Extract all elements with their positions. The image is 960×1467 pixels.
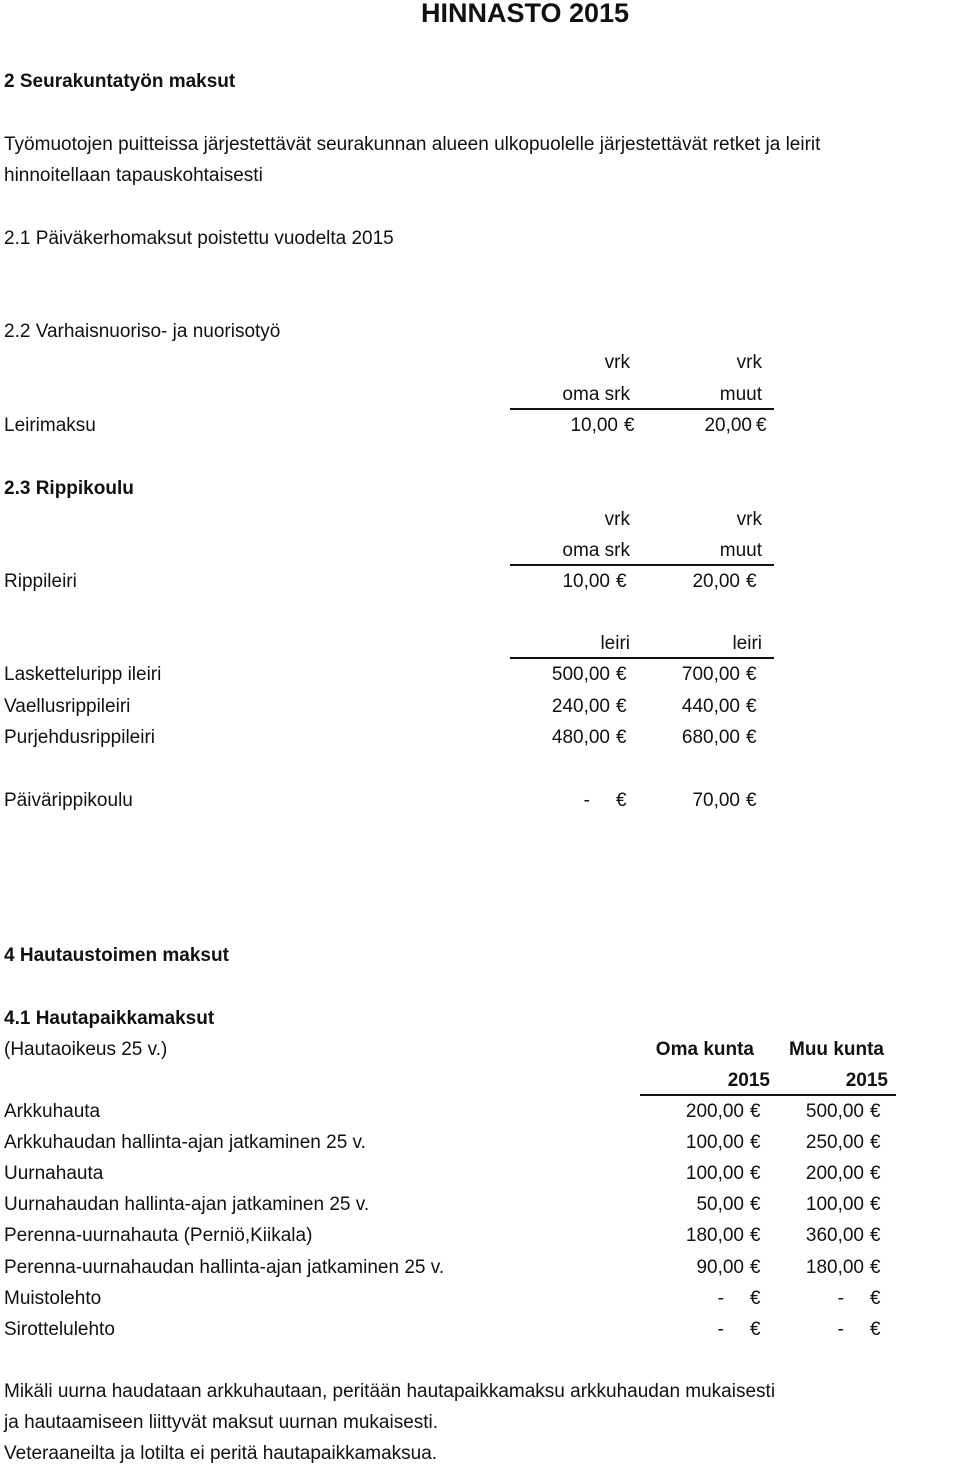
euro-icon: € — [870, 1319, 881, 1340]
euro-icon: € — [616, 664, 627, 685]
price-value: - — [583, 790, 590, 811]
column-header: Muu kunta — [789, 1039, 884, 1060]
euro-icon: € — [624, 415, 635, 436]
row-label: Leirimaksu — [4, 415, 96, 436]
euro-icon: € — [746, 571, 757, 592]
euro-icon: € — [750, 1225, 761, 1246]
footnote: Mikäli uurna haudataan arkkuhautaan, peritään hautapaikkamaksu arkkuhaudan mukaisesti — [4, 1381, 776, 1402]
column-header: oma srk — [562, 540, 630, 561]
price-value: 180,00 — [805, 1257, 864, 1278]
price-value: 100,00 — [805, 1194, 864, 1215]
price-value: 480,00 — [551, 727, 610, 748]
subsection-heading: 2.1 Päiväkerhomaksut poistettu vuodelta 2015 — [4, 228, 394, 249]
euro-icon: € — [870, 1101, 881, 1122]
price-value: - — [837, 1319, 844, 1340]
subsection-heading: 4.1 Hautapaikkamaksut — [4, 1008, 215, 1029]
price-value: 50,00 — [696, 1194, 744, 1215]
intro-text: hinnoitellaan tapauskohtaisesti — [4, 165, 263, 186]
price-value: - — [717, 1319, 724, 1340]
row-label: Vaellusrippileiri — [4, 696, 131, 717]
euro-icon: € — [750, 1194, 761, 1215]
price-value: 180,00 — [685, 1225, 744, 1246]
footnote: Veteraaneilta ja lotilta ei peritä hautapaikkamaksua. — [4, 1443, 438, 1464]
price-value: 90,00 — [696, 1257, 744, 1278]
column-header: muut — [719, 540, 762, 561]
euro-icon: € — [750, 1163, 761, 1184]
row-label: Muistolehto — [4, 1288, 102, 1309]
euro-icon: € — [750, 1288, 761, 1309]
section-heading: 4 Hautaustoimen maksut — [4, 945, 229, 966]
header-rule — [510, 657, 774, 659]
row-label: Rippileiri — [4, 571, 77, 592]
row-label: Uurnahauta — [4, 1163, 104, 1184]
page-title: HINNASTO 2015 — [420, 0, 630, 28]
euro-icon: € — [746, 696, 757, 717]
euro-icon: € — [870, 1257, 881, 1278]
price-value: 20,00 — [692, 571, 740, 592]
row-label: Perenna-uurnahaudan hallinta-ajan jatkaminen 25 v. — [4, 1257, 445, 1278]
price-value: - — [837, 1288, 844, 1309]
euro-icon: € — [616, 727, 627, 748]
row-label: Sirottelulehto — [4, 1319, 115, 1340]
price-value: 70,00 — [692, 790, 740, 811]
footnote: ja hautaamiseen liittyvät maksut uurnan mukaisesti. — [4, 1412, 439, 1433]
row-label: Lasketteluripp ileiri — [4, 664, 162, 685]
row-label: Arkkuhauta — [4, 1101, 101, 1122]
column-header: vrk — [736, 352, 762, 373]
price-value: - — [717, 1288, 724, 1309]
column-header: oma srk — [562, 384, 630, 405]
euro-icon: € — [616, 696, 627, 717]
euro-icon: € — [750, 1257, 761, 1278]
euro-icon: € — [870, 1163, 881, 1184]
column-header: muut — [719, 384, 762, 405]
euro-icon: € — [750, 1132, 761, 1153]
price-value: 20,00 — [704, 415, 752, 436]
column-header: 2015 — [845, 1070, 888, 1091]
euro-icon: € — [750, 1319, 761, 1340]
subsection-heading: 2.3 Rippikoulu — [4, 478, 134, 499]
euro-icon: € — [870, 1225, 881, 1246]
header-rule — [640, 1094, 896, 1096]
price-value: 10,00 — [562, 571, 610, 592]
price-value: 360,00 — [805, 1225, 864, 1246]
euro-icon: € — [616, 790, 627, 811]
row-label: Uurnahaudan hallinta-ajan jatkaminen 25 v. — [4, 1194, 370, 1215]
row-label: Päivärippikoulu — [4, 790, 133, 811]
header-rule — [510, 408, 774, 410]
euro-icon: € — [746, 664, 757, 685]
euro-icon: € — [746, 727, 757, 748]
price-value: 440,00 — [681, 696, 740, 717]
row-label: Arkkuhaudan hallinta-ajan jatkaminen 25 v. — [4, 1132, 366, 1153]
column-header: Oma kunta — [655, 1039, 754, 1060]
column-header: leiri — [732, 633, 762, 654]
intro-text: Työmuotojen puitteissa järjestettävät seurakunnan alueen ulkopuolelle järjestettävät retket ja leirit — [4, 134, 821, 155]
price-value: 100,00 — [685, 1163, 744, 1184]
price-value: 500,00 — [805, 1101, 864, 1122]
price-value: 700,00 — [681, 664, 740, 685]
column-header: 2015 — [727, 1070, 770, 1091]
euro-icon: € — [870, 1288, 881, 1309]
header-rule — [510, 564, 774, 566]
subsection-heading: 2.2 Varhaisnuoriso- ja nuorisotyö — [4, 321, 281, 342]
price-value: 240,00 — [551, 696, 610, 717]
column-header: leiri — [600, 633, 630, 654]
subsection-note: (Hautaoikeus 25 v.) — [4, 1039, 168, 1060]
price-value: 100,00 — [685, 1132, 744, 1153]
column-header: vrk — [736, 509, 762, 530]
section-heading: 2 Seurakuntatyön maksut — [4, 71, 236, 92]
price-value: 680,00 — [681, 727, 740, 748]
euro-icon: € — [870, 1194, 881, 1215]
price-value: 500,00 — [551, 664, 610, 685]
euro-icon: € — [616, 571, 627, 592]
price-value: 250,00 — [805, 1132, 864, 1153]
euro-icon: € — [756, 415, 767, 436]
price-value: 200,00 — [685, 1101, 744, 1122]
row-label: Perenna-uurnahauta (Perniö,Kiikala) — [4, 1225, 313, 1246]
price-value: 10,00 — [570, 415, 618, 436]
column-header: vrk — [604, 509, 630, 530]
row-label: Purjehdusrippileiri — [4, 727, 156, 748]
euro-icon: € — [746, 790, 757, 811]
column-header: vrk — [604, 352, 630, 373]
price-value: 200,00 — [805, 1163, 864, 1184]
euro-icon: € — [750, 1101, 761, 1122]
euro-icon: € — [870, 1132, 881, 1153]
